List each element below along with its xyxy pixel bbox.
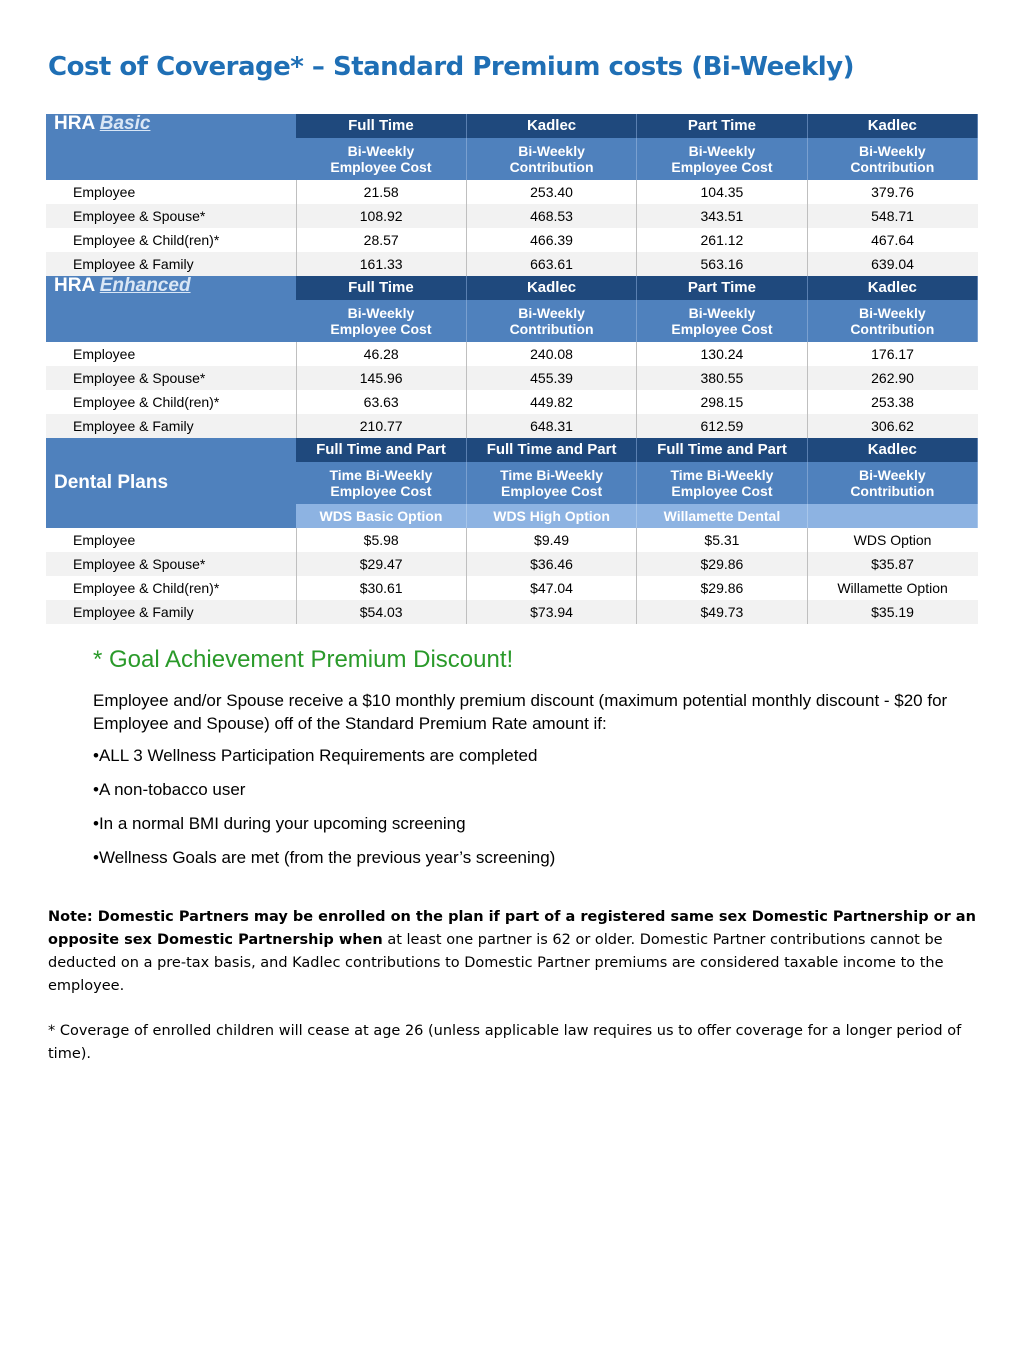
column-subheader — [637, 300, 807, 342]
cost-cell: $49.73 — [637, 600, 807, 624]
row-label: Employee & Spouse* — [46, 204, 296, 228]
row-label: Employee — [46, 180, 296, 204]
header-row — [46, 438, 978, 462]
cost-cell: 261.12 — [637, 228, 807, 252]
column-subheader — [807, 462, 977, 504]
subheader-line: Employee Cost — [671, 159, 773, 175]
subheader-line: Employee Cost — [330, 321, 432, 337]
cost-cell: $29.86 — [637, 552, 807, 576]
subheader-line: Contribution — [509, 321, 594, 337]
plan-name-prefix: HRA — [54, 275, 100, 296]
table-row — [46, 552, 978, 576]
column-subheader — [296, 300, 466, 342]
column-header: Full Time — [296, 276, 466, 300]
cost-cell: 240.08 — [466, 342, 636, 366]
cost-cell: 262.90 — [807, 366, 977, 390]
subheader-line: Employee Cost — [330, 159, 432, 175]
cost-cell: $54.03 — [296, 600, 466, 624]
cost-cell: 46.28 — [296, 342, 466, 366]
table-row — [46, 228, 978, 252]
plan-name-link[interactable]: Basic — [99, 113, 151, 134]
table-row — [46, 576, 978, 600]
page-title: Cost of Coverage* – Standard Premium costs (Bi-Weekly) — [48, 52, 854, 82]
row-label: Employee & Spouse* — [46, 552, 296, 576]
option-header: Willamette Dental — [637, 504, 807, 528]
cost-cell: 468.53 — [466, 204, 636, 228]
row-label: Employee & Spouse* — [46, 366, 296, 390]
cost-cell: $73.94 — [466, 600, 636, 624]
cost-cell: $9.49 — [466, 528, 636, 552]
column-subheader — [466, 138, 636, 180]
row-label: Employee — [46, 528, 296, 552]
option-header: WDS Basic Option — [296, 504, 466, 528]
note-bold: Note: Domestic Partners may be enrolled on the plan if part of a registered same sex Domestic Partnership or an opposite sex Domestic Partnership when — [48, 909, 976, 948]
subheader-line: Employee Cost — [671, 321, 773, 337]
subheader-line: Bi-Weekly — [858, 305, 926, 321]
subheader-line: Contribution — [850, 321, 935, 337]
subheader-line: Employee Cost — [330, 483, 432, 499]
subheader-line: Employee Cost — [671, 483, 773, 499]
cost-cell: 145.96 — [296, 366, 466, 390]
column-header: Full Time and Part — [637, 438, 807, 462]
cost-cell: 210.77 — [296, 414, 466, 438]
cost-cell: $35.19 — [807, 600, 977, 624]
cost-cell: 455.39 — [466, 366, 636, 390]
row-label: Employee & Child(ren)* — [46, 390, 296, 414]
cost-cell: 466.39 — [466, 228, 636, 252]
table-row — [46, 600, 978, 624]
cost-cell: 253.40 — [466, 180, 636, 204]
goal-discount-intro: Employee and/or Spouse receive a $10 monthly premium discount (maximum potential monthly discount - $20 for Employee and Spouse) off of the Standard Premium Rate amount if: — [93, 691, 948, 733]
cost-cell: $29.47 — [296, 552, 466, 576]
header-row — [46, 114, 978, 138]
column-subheader — [466, 462, 636, 504]
column-subheader — [807, 300, 977, 342]
cost-cell: 612.59 — [637, 414, 807, 438]
column-header: Kadlec — [807, 114, 977, 138]
column-subheader — [466, 300, 636, 342]
plan-name-cell: Dental Plans — [46, 438, 296, 528]
column-header: Part Time — [637, 114, 807, 138]
goal-bullet: •ALL 3 Wellness Participation Requirements are completed — [93, 746, 538, 765]
cost-cell: WDS Option — [807, 528, 977, 552]
plan-name-link[interactable]: Enhanced — [99, 275, 191, 296]
cost-cell: 28.57 — [296, 228, 466, 252]
column-subheader — [296, 138, 466, 180]
column-subheader — [296, 462, 466, 504]
cost-cell: 467.64 — [807, 228, 977, 252]
cost-cell: 663.61 — [466, 252, 636, 276]
cost-cell: 104.35 — [637, 180, 807, 204]
cost-cell: 563.16 — [637, 252, 807, 276]
subheader-line: Contribution — [850, 159, 935, 175]
cost-cell: $36.46 — [466, 552, 636, 576]
column-subheader — [637, 462, 807, 504]
cost-cell: $29.86 — [637, 576, 807, 600]
cost-cell: $47.04 — [466, 576, 636, 600]
cost-cell: 298.15 — [637, 390, 807, 414]
goal-bullet: •A non-tobacco user — [93, 780, 246, 799]
cost-cell: 379.76 — [807, 180, 977, 204]
cost-cell: 639.04 — [807, 252, 977, 276]
subheader-line: Bi-Weekly — [518, 305, 585, 321]
cost-cell: 130.24 — [637, 342, 807, 366]
subheader-line: Time Bi-Weekly — [329, 467, 433, 483]
cost-cell: Willamette Option — [807, 576, 977, 600]
table-row — [46, 342, 978, 366]
row-label: Employee — [46, 342, 296, 366]
subheader-line: Time Bi-Weekly — [670, 467, 774, 483]
note-rest: at least one partner is 62 or older. Domestic Partner contributions cannot be deducted on a pre-tax basis, and Kadlec contributions to Domestic Partner premiums are considered taxable income to the employee. — [48, 932, 944, 994]
table-row — [46, 366, 978, 390]
subheader-line: Bi-Weekly — [858, 467, 926, 483]
column-header: Full Time — [296, 114, 466, 138]
table-row — [46, 204, 978, 228]
coverage-cost-table — [46, 114, 978, 624]
column-header: Full Time and Part — [466, 438, 636, 462]
cost-cell: 21.58 — [296, 180, 466, 204]
plan-name-cell — [46, 276, 296, 342]
subheader-line: Contribution — [509, 159, 594, 175]
column-subheader — [637, 138, 807, 180]
table-row — [46, 180, 978, 204]
column-header: Kadlec — [466, 114, 636, 138]
cost-cell: 449.82 — [466, 390, 636, 414]
cost-cell: $5.31 — [637, 528, 807, 552]
row-label: Employee & Child(ren)* — [46, 576, 296, 600]
cost-cell: 253.38 — [807, 390, 977, 414]
subheader-line: Contribution — [850, 483, 935, 499]
row-label: Employee & Family — [46, 252, 296, 276]
cost-cell: 63.63 — [296, 390, 466, 414]
cost-cell: 548.71 — [807, 204, 977, 228]
subheader-line: Bi-Weekly — [688, 143, 756, 159]
domestic-partner-note — [48, 906, 978, 998]
column-header: Kadlec — [466, 276, 636, 300]
table-row — [46, 252, 978, 276]
row-label: Employee & Family — [46, 600, 296, 624]
subheader-line: Employee Cost — [500, 483, 603, 499]
cost-cell: $35.87 — [807, 552, 977, 576]
cost-cell: 161.33 — [296, 252, 466, 276]
plan-name-cell — [46, 114, 296, 180]
cost-cell: 343.51 — [637, 204, 807, 228]
header-row — [46, 276, 978, 300]
cost-cell: 648.31 — [466, 414, 636, 438]
cost-cell: $30.61 — [296, 576, 466, 600]
cost-cell: 306.62 — [807, 414, 977, 438]
column-header: Part Time — [637, 276, 807, 300]
column-header: Full Time and Part — [296, 438, 466, 462]
subheader-line: Bi-Weekly — [688, 305, 756, 321]
plan-name-prefix: HRA — [54, 113, 100, 134]
row-label: Employee & Family — [46, 414, 296, 438]
column-subheader — [807, 138, 977, 180]
subheader-line: Bi-Weekly — [347, 143, 415, 159]
column-header: Kadlec — [807, 438, 977, 462]
cost-cell: 380.55 — [637, 366, 807, 390]
subheader-line: Time Bi-Weekly — [500, 467, 604, 483]
cost-cell: $5.98 — [296, 528, 466, 552]
column-header: Kadlec — [807, 276, 977, 300]
goal-bullet: •Wellness Goals are met (from the previous year’s screening) — [93, 848, 556, 867]
goal-discount-heading: * Goal Achievement Premium Discount! — [93, 646, 514, 673]
subheader-line: Bi-Weekly — [518, 143, 585, 159]
cost-cell: 108.92 — [296, 204, 466, 228]
option-header: WDS High Option — [466, 504, 636, 528]
table-row — [46, 528, 978, 552]
subheader-line: Bi-Weekly — [347, 305, 415, 321]
children-coverage-footnote: * Coverage of enrolled children will cease at age 26 (unless applicable law requires us to offer coverage for a longer period of time). — [48, 1023, 962, 1062]
row-label: Employee & Child(ren)* — [46, 228, 296, 252]
table-row — [46, 390, 978, 414]
cost-cell: 176.17 — [807, 342, 977, 366]
goal-bullet: •In a normal BMI during your upcoming screening — [93, 814, 466, 833]
option-header — [807, 504, 977, 528]
table-row — [46, 414, 978, 438]
subheader-line: Bi-Weekly — [858, 143, 926, 159]
